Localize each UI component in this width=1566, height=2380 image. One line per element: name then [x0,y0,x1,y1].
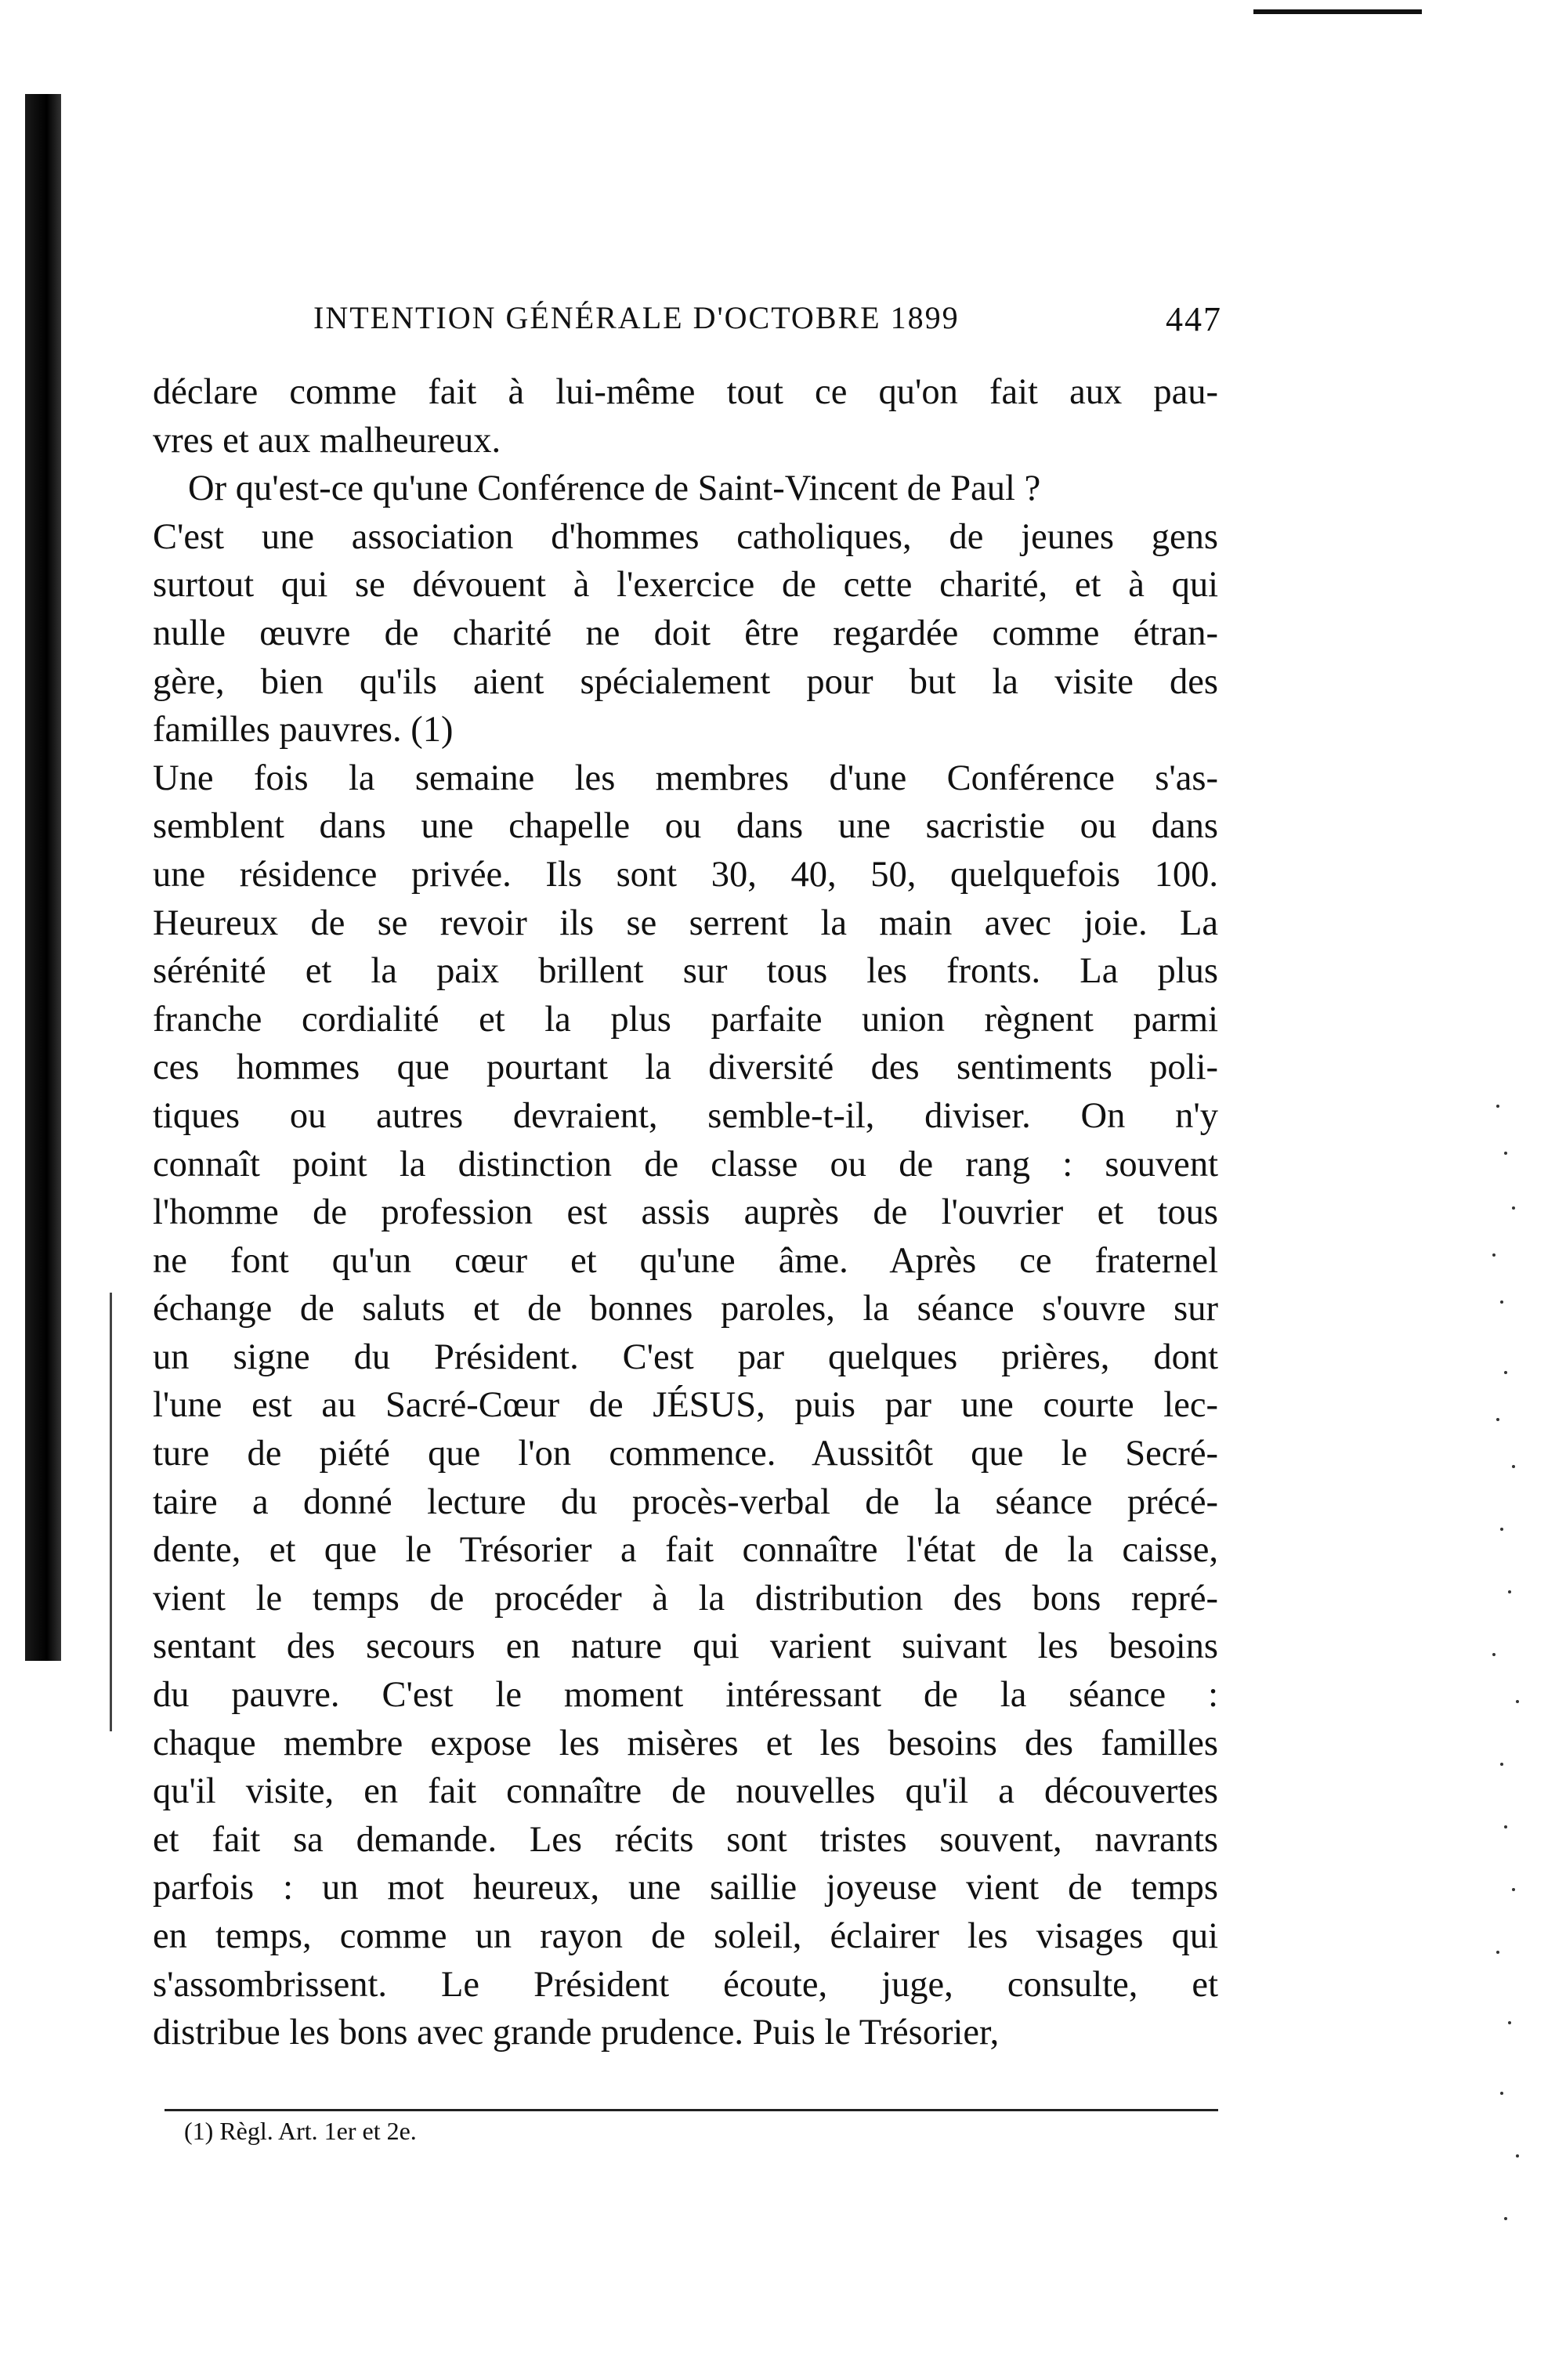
text-line: ture de piété que l'on commence. Aussitôt que le Secré- [153,1434,1218,1474]
text-line: vres et aux malheureux. [153,420,501,461]
text-line: nulle œuvre de charité ne doit être regardée comme étran- [153,613,1218,653]
text-line: gère, bien qu'ils aient spécialement pour but la visite des [153,661,1218,702]
text-line: distribue les bons avec grande prudence. Puis le Trésorier, [153,2013,1000,2053]
book-spine-shadow [25,94,61,1661]
text-line: C'est une association d'hommes catholiques, de jeunes gens [153,516,1218,557]
text-line: et fait sa demande. Les récits sont tristes souvent, navrants [153,1819,1218,1860]
margin-specks [1457,1058,1551,2311]
text-line: un signe du Président. C'est par quelques prières, dont [153,1336,1218,1377]
paragraph [153,513,1218,754]
gutter-line [110,1293,112,1731]
text-line: taire a donné lecture du procès-verbal de la séance précé- [153,1481,1218,1522]
body-text [153,368,1218,2057]
text-line: Heureux de se revoir ils se serrent la main avec joie. La [153,902,1218,943]
text-line: s'assombrissent. Le Président écoute, juge, consulte, et [153,1964,1218,2005]
paragraph [153,465,1218,513]
text-line: échange de saluts et de bonnes paroles, la séance s'ouvre sur [153,1289,1218,1329]
text-line: tiques ou autres devraient, semble-t-il, diviser. On n'y [153,1095,1218,1136]
text-line: chaque membre expose les misères et les besoins des familles [153,1723,1218,1763]
text-line: familles pauvres. (1) [153,710,454,751]
text-line: en temps, comme un rayon de soleil, éclairer les visages qui [153,1916,1218,1956]
text-line: parfois : un mot heureux, une saillie joyeuse vient de temps [153,1868,1218,1908]
text-line: connaît point la distinction de classe ou de rang : souvent [153,1144,1218,1185]
text-line: Une fois la semaine les membres d'une Conférence s'as- [153,758,1218,798]
paragraph [153,368,1218,465]
text-line: qu'il visite, en fait connaître de nouvelles qu'il a découvertes [153,1771,1218,1812]
text-line: l'une est au Sacré-Cœur de JÉSUS, puis par une courte lec- [153,1385,1218,1426]
text-line: ces hommes que pourtant la diversité des sentiments poli- [153,1047,1218,1088]
page-header [313,299,1222,336]
text-line: du pauvre. C'est le moment intéressant de la séance : [153,1675,1218,1716]
text-line: franche cordialité et la plus parfaite union règnent parmi [153,999,1218,1040]
page-number: 447 [1166,300,1222,338]
text-line: l'homme de profession est assis auprès de l'ouvrier et tous [153,1192,1218,1233]
text-line: Or qu'est-ce qu'une Conférence de Saint-Vincent de Paul ? [188,468,1041,509]
top-edge-mark [1253,9,1422,14]
text-line: une résidence privée. Ils sont 30, 40, 50, quelquefois 100. [153,854,1218,895]
text-line: sentant des secours en nature qui varient suivant les besoins [153,1626,1218,1667]
text-line: sérénité et la paix brillent sur tous les fronts. La plus [153,951,1218,992]
footnote-rule [165,2109,1218,2111]
text-line: semblent dans une chapelle ou dans une sacristie ou dans [153,806,1218,847]
text-line: ne font qu'un cœur et qu'une âme. Après ce fraternel [153,1240,1218,1281]
footnote: (1) Règl. Art. 1er et 2e. [184,2117,417,2145]
running-title: INTENTION GÉNÉRALE D'OCTOBRE 1899 [313,300,960,335]
paragraph [153,754,1218,2057]
text-line: vient le temps de procéder à la distribution des bons repré- [153,1578,1218,1619]
text-line: surtout qui se dévouent à l'exercice de cette charité, et à qui [153,565,1218,606]
text-line: déclare comme fait à lui-même tout ce qu'on fait aux pau- [153,372,1218,412]
text-line: dente, et que le Trésorier a fait connaître l'état de la caisse, [153,1530,1218,1571]
